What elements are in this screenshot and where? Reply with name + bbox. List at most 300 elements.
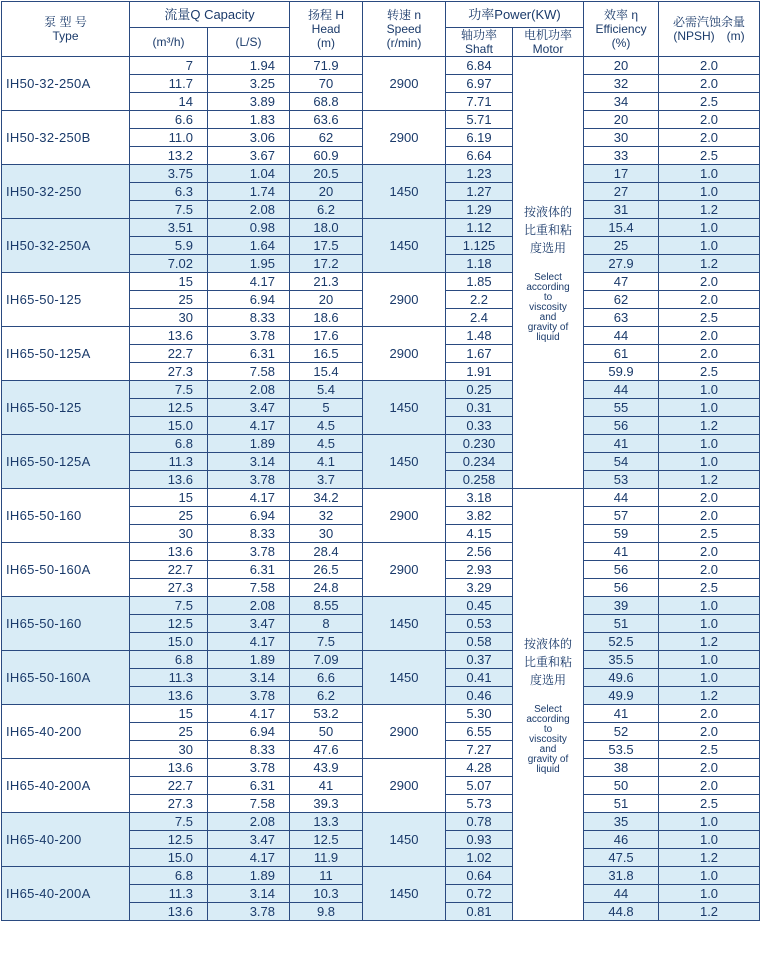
- npsh-value: 1.0: [659, 867, 760, 885]
- capacity-ls: 2.08: [208, 597, 290, 615]
- table-header: [2, 2, 760, 57]
- motor-note-cn: 按液体的比重和粘度选用: [523, 204, 572, 255]
- head-value: 4.5: [290, 417, 363, 435]
- table-row: [2, 327, 760, 345]
- speed-value: 2900: [363, 543, 446, 597]
- head-value: 26.5: [290, 561, 363, 579]
- capacity-m3h: 7.5: [130, 381, 208, 399]
- shaft-power: 0.234: [446, 453, 513, 471]
- motor-power-note: [513, 489, 584, 921]
- capacity-m3h: 13.6: [130, 759, 208, 777]
- npsh-value: 2.0: [659, 759, 760, 777]
- header-eff-unit: (%): [611, 36, 631, 50]
- efficiency-value: 32: [584, 75, 659, 93]
- efficiency-value: 59: [584, 525, 659, 543]
- capacity-m3h: 30: [130, 309, 208, 327]
- shaft-power: 0.46: [446, 687, 513, 705]
- npsh-value: 2.5: [659, 93, 760, 111]
- capacity-ls: 3.06: [208, 129, 290, 147]
- capacity-m3h: 25: [130, 291, 208, 309]
- head-value: 12.5: [290, 831, 363, 849]
- speed-value: 2900: [363, 489, 446, 543]
- pump-model: IH50-32-250A: [2, 219, 130, 273]
- speed-value: 2900: [363, 327, 446, 381]
- shaft-power: 0.230: [446, 435, 513, 453]
- efficiency-value: 47: [584, 273, 659, 291]
- capacity-m3h: 6.3: [130, 183, 208, 201]
- capacity-m3h: 7.5: [130, 813, 208, 831]
- motor-note-en: Select according to viscosity and gravity of liquid: [526, 703, 570, 775]
- capacity-ls: 4.17: [208, 849, 290, 867]
- capacity-m3h: 27.3: [130, 363, 208, 381]
- capacity-ls: 7.58: [208, 363, 290, 381]
- header-speed-unit: (r/min): [386, 36, 422, 50]
- efficiency-value: 38: [584, 759, 659, 777]
- capacity-m3h: 13.6: [130, 543, 208, 561]
- head-value: 15.4: [290, 363, 363, 381]
- capacity-m3h: 6.6: [130, 111, 208, 129]
- efficiency-value: 50: [584, 777, 659, 795]
- npsh-value: 1.0: [659, 237, 760, 255]
- shaft-power: 0.72: [446, 885, 513, 903]
- capacity-m3h: 13.6: [130, 327, 208, 345]
- capacity-ls: 1.94: [208, 57, 290, 75]
- table-row: [2, 489, 760, 507]
- head-value: 30: [290, 525, 363, 543]
- shaft-power: 6.97: [446, 75, 513, 93]
- npsh-value: 1.0: [659, 669, 760, 687]
- npsh-value: 1.2: [659, 201, 760, 219]
- head-value: 6.2: [290, 201, 363, 219]
- shaft-power: 6.19: [446, 129, 513, 147]
- efficiency-value: 56: [584, 561, 659, 579]
- capacity-m3h: 15.0: [130, 849, 208, 867]
- efficiency-value: 53: [584, 471, 659, 489]
- efficiency-value: 51: [584, 615, 659, 633]
- pump-model: IH50-32-250B: [2, 111, 130, 165]
- head-value: 3.7: [290, 471, 363, 489]
- head-value: 53.2: [290, 705, 363, 723]
- efficiency-value: 56: [584, 417, 659, 435]
- capacity-m3h: 15.0: [130, 417, 208, 435]
- shaft-power: 1.48: [446, 327, 513, 345]
- capacity-ls: 3.67: [208, 147, 290, 165]
- npsh-value: 1.0: [659, 399, 760, 417]
- capacity-ls: 1.83: [208, 111, 290, 129]
- shaft-power: 5.30: [446, 705, 513, 723]
- head-value: 17.2: [290, 255, 363, 273]
- capacity-ls: 3.14: [208, 885, 290, 903]
- capacity-ls: 1.89: [208, 867, 290, 885]
- npsh-value: 1.0: [659, 219, 760, 237]
- header-head-unit: (m): [317, 36, 335, 50]
- shaft-power: 1.125: [446, 237, 513, 255]
- capacity-ls: 7.58: [208, 795, 290, 813]
- speed-value: 1450: [363, 651, 446, 705]
- efficiency-value: 15.4: [584, 219, 659, 237]
- capacity-m3h: 22.7: [130, 777, 208, 795]
- capacity-m3h: 3.75: [130, 165, 208, 183]
- capacity-ls: 7.58: [208, 579, 290, 597]
- capacity-m3h: 15.0: [130, 633, 208, 651]
- capacity-m3h: 13.2: [130, 147, 208, 165]
- header-capacity-m3h: (m³/h): [130, 28, 208, 57]
- pump-model: IH50-32-250: [2, 165, 130, 219]
- header-speed-cn: 转速 n: [386, 8, 421, 22]
- capacity-m3h: 6.8: [130, 867, 208, 885]
- shaft-power: 0.53: [446, 615, 513, 633]
- head-value: 5.4: [290, 381, 363, 399]
- npsh-value: 1.0: [659, 885, 760, 903]
- shaft-power: 5.71: [446, 111, 513, 129]
- capacity-ls: 0.98: [208, 219, 290, 237]
- head-value: 20.5: [290, 165, 363, 183]
- capacity-m3h: 30: [130, 741, 208, 759]
- shaft-power: 0.58: [446, 633, 513, 651]
- capacity-m3h: 22.7: [130, 345, 208, 363]
- capacity-ls: 3.78: [208, 687, 290, 705]
- pump-performance-table: [1, 1, 760, 921]
- capacity-m3h: 5.9: [130, 237, 208, 255]
- capacity-ls: 1.95: [208, 255, 290, 273]
- shaft-power: 6.84: [446, 57, 513, 75]
- head-value: 34.2: [290, 489, 363, 507]
- shaft-power: 1.02: [446, 849, 513, 867]
- header-head-cn: 扬程 H: [307, 8, 344, 22]
- capacity-m3h: 13.6: [130, 471, 208, 489]
- capacity-m3h: 6.8: [130, 651, 208, 669]
- table-row: [2, 381, 760, 399]
- pump-model: IH65-40-200A: [2, 759, 130, 813]
- npsh-value: 1.0: [659, 453, 760, 471]
- head-value: 13.3: [290, 813, 363, 831]
- efficiency-value: 54: [584, 453, 659, 471]
- shaft-power: 0.41: [446, 669, 513, 687]
- npsh-value: 1.0: [659, 381, 760, 399]
- npsh-value: 1.0: [659, 615, 760, 633]
- capacity-m3h: 15: [130, 705, 208, 723]
- header-model-cn: 泵 型 号: [44, 15, 87, 29]
- head-value: 41: [290, 777, 363, 795]
- head-value: 32: [290, 507, 363, 525]
- npsh-value: 2.0: [659, 489, 760, 507]
- capacity-ls: 1.74: [208, 183, 290, 201]
- table-row: [2, 651, 760, 669]
- shaft-power: 1.23: [446, 165, 513, 183]
- shaft-power: 0.45: [446, 597, 513, 615]
- speed-value: 2900: [363, 111, 446, 165]
- capacity-ls: 3.47: [208, 615, 290, 633]
- capacity-ls: 3.14: [208, 453, 290, 471]
- capacity-ls: 3.25: [208, 75, 290, 93]
- npsh-value: 2.0: [659, 111, 760, 129]
- capacity-m3h: 7.5: [130, 201, 208, 219]
- npsh-value: 2.0: [659, 777, 760, 795]
- capacity-ls: 3.89: [208, 93, 290, 111]
- npsh-value: 2.0: [659, 543, 760, 561]
- head-value: 10.3: [290, 885, 363, 903]
- capacity-ls: 4.17: [208, 489, 290, 507]
- npsh-value: 2.0: [659, 75, 760, 93]
- capacity-ls: 6.31: [208, 561, 290, 579]
- efficiency-value: 25: [584, 237, 659, 255]
- shaft-power: 0.81: [446, 903, 513, 921]
- capacity-m3h: 12.5: [130, 615, 208, 633]
- shaft-power: 0.64: [446, 867, 513, 885]
- head-value: 60.9: [290, 147, 363, 165]
- header-speed-en: Speed: [386, 22, 422, 36]
- pump-model: IH65-50-125A: [2, 327, 130, 381]
- npsh-value: 1.0: [659, 597, 760, 615]
- efficiency-value: 20: [584, 111, 659, 129]
- npsh-value: 2.5: [659, 525, 760, 543]
- shaft-power: 2.2: [446, 291, 513, 309]
- npsh-value: 1.2: [659, 255, 760, 273]
- capacity-m3h: 6.8: [130, 435, 208, 453]
- head-value: 24.8: [290, 579, 363, 597]
- head-value: 5: [290, 399, 363, 417]
- shaft-power: 5.07: [446, 777, 513, 795]
- capacity-m3h: 15: [130, 273, 208, 291]
- table-row: [2, 867, 760, 885]
- capacity-m3h: 27.3: [130, 579, 208, 597]
- head-value: 63.6: [290, 111, 363, 129]
- header-npsh-en: (NPSH) (m): [673, 29, 745, 43]
- table-row: [2, 813, 760, 831]
- pump-model: IH50-32-250A: [2, 57, 130, 111]
- npsh-value: 2.5: [659, 147, 760, 165]
- pump-model: IH65-50-160: [2, 597, 130, 651]
- pump-model: IH65-50-125A: [2, 435, 130, 489]
- header-motor-cn: 电机功率: [524, 28, 573, 42]
- header-shaft-cn: 轴功率: [460, 28, 497, 42]
- header-eff-en: Efficiency: [595, 22, 647, 36]
- shaft-power: 1.18: [446, 255, 513, 273]
- capacity-ls: 3.78: [208, 543, 290, 561]
- table-row: [2, 705, 760, 723]
- capacity-ls: 8.33: [208, 741, 290, 759]
- efficiency-value: 52.5: [584, 633, 659, 651]
- head-value: 16.5: [290, 345, 363, 363]
- capacity-m3h: 3.51: [130, 219, 208, 237]
- shaft-power: 3.82: [446, 507, 513, 525]
- shaft-power: 3.29: [446, 579, 513, 597]
- npsh-value: 2.5: [659, 741, 760, 759]
- motor-note-en: Select according to viscosity and gravity of liquid: [526, 271, 570, 343]
- efficiency-value: 35.5: [584, 651, 659, 669]
- capacity-ls: 4.17: [208, 417, 290, 435]
- head-value: 47.6: [290, 741, 363, 759]
- capacity-ls: 3.78: [208, 327, 290, 345]
- capacity-ls: 8.33: [208, 309, 290, 327]
- efficiency-value: 44: [584, 489, 659, 507]
- capacity-m3h: 12.5: [130, 399, 208, 417]
- header-head-en: Head: [311, 22, 341, 36]
- capacity-ls: 2.08: [208, 813, 290, 831]
- npsh-value: 1.0: [659, 165, 760, 183]
- head-value: 18.6: [290, 309, 363, 327]
- speed-value: 1450: [363, 813, 446, 867]
- table-body: [2, 57, 760, 921]
- efficiency-value: 34: [584, 93, 659, 111]
- header-capacity: 流量Q Capacity: [130, 2, 290, 28]
- head-value: 70: [290, 75, 363, 93]
- efficiency-value: 31: [584, 201, 659, 219]
- capacity-ls: 4.17: [208, 633, 290, 651]
- npsh-value: 2.5: [659, 579, 760, 597]
- npsh-value: 2.5: [659, 795, 760, 813]
- efficiency-value: 49.6: [584, 669, 659, 687]
- npsh-value: 1.2: [659, 633, 760, 651]
- capacity-ls: 6.94: [208, 723, 290, 741]
- head-value: 8: [290, 615, 363, 633]
- efficiency-value: 44: [584, 381, 659, 399]
- capacity-ls: 4.17: [208, 273, 290, 291]
- head-value: 20: [290, 183, 363, 201]
- npsh-value: 1.0: [659, 813, 760, 831]
- shaft-power: 5.73: [446, 795, 513, 813]
- capacity-ls: 6.31: [208, 345, 290, 363]
- capacity-ls: 6.31: [208, 777, 290, 795]
- capacity-m3h: 11.7: [130, 75, 208, 93]
- efficiency-value: 61: [584, 345, 659, 363]
- shaft-power: 1.12: [446, 219, 513, 237]
- efficiency-value: 44.8: [584, 903, 659, 921]
- capacity-ls: 2.08: [208, 201, 290, 219]
- shaft-power: 0.37: [446, 651, 513, 669]
- npsh-value: 2.0: [659, 345, 760, 363]
- shaft-power: 1.29: [446, 201, 513, 219]
- npsh-value: 1.2: [659, 903, 760, 921]
- capacity-ls: 1.89: [208, 651, 290, 669]
- head-value: 71.9: [290, 57, 363, 75]
- table-row: [2, 111, 760, 129]
- table-row: [2, 435, 760, 453]
- table-row: [2, 273, 760, 291]
- npsh-value: 2.0: [659, 507, 760, 525]
- head-value: 18.0: [290, 219, 363, 237]
- npsh-value: 1.2: [659, 849, 760, 867]
- head-value: 6.6: [290, 669, 363, 687]
- header-efficiency: [584, 2, 659, 57]
- header-capacity-ls: (L/S): [208, 28, 290, 57]
- efficiency-value: 52: [584, 723, 659, 741]
- npsh-value: 1.2: [659, 417, 760, 435]
- capacity-m3h: 22.7: [130, 561, 208, 579]
- shaft-power: 0.33: [446, 417, 513, 435]
- shaft-power: 4.15: [446, 525, 513, 543]
- capacity-ls: 6.94: [208, 291, 290, 309]
- head-value: 7.5: [290, 633, 363, 651]
- shaft-power: 0.78: [446, 813, 513, 831]
- shaft-power: 0.93: [446, 831, 513, 849]
- head-value: 7.09: [290, 651, 363, 669]
- efficiency-value: 27.9: [584, 255, 659, 273]
- npsh-value: 2.5: [659, 363, 760, 381]
- head-value: 17.6: [290, 327, 363, 345]
- header-shaft-en: Shaft: [464, 42, 494, 56]
- efficiency-value: 47.5: [584, 849, 659, 867]
- shaft-power: 4.28: [446, 759, 513, 777]
- efficiency-value: 62: [584, 291, 659, 309]
- shaft-power: 2.56: [446, 543, 513, 561]
- pump-model: IH65-50-125: [2, 381, 130, 435]
- pump-model: IH65-40-200: [2, 813, 130, 867]
- npsh-value: 1.0: [659, 651, 760, 669]
- head-value: 21.3: [290, 273, 363, 291]
- capacity-m3h: 7.02: [130, 255, 208, 273]
- head-value: 62: [290, 129, 363, 147]
- shaft-power: 0.25: [446, 381, 513, 399]
- capacity-m3h: 13.6: [130, 903, 208, 921]
- speed-value: 2900: [363, 705, 446, 759]
- capacity-ls: 8.33: [208, 525, 290, 543]
- capacity-m3h: 25: [130, 507, 208, 525]
- head-value: 9.8: [290, 903, 363, 921]
- capacity-m3h: 7: [130, 57, 208, 75]
- capacity-m3h: 11.3: [130, 453, 208, 471]
- head-value: 8.55: [290, 597, 363, 615]
- npsh-value: 1.2: [659, 687, 760, 705]
- efficiency-value: 33: [584, 147, 659, 165]
- head-value: 4.5: [290, 435, 363, 453]
- header-shaft-power: [446, 28, 513, 57]
- capacity-ls: 6.94: [208, 507, 290, 525]
- header-npsh: [659, 2, 760, 57]
- efficiency-value: 56: [584, 579, 659, 597]
- header-motor-power: [513, 28, 584, 57]
- efficiency-value: 53.5: [584, 741, 659, 759]
- head-value: 43.9: [290, 759, 363, 777]
- shaft-power: 7.71: [446, 93, 513, 111]
- pump-model: IH65-50-160: [2, 489, 130, 543]
- head-value: 11.9: [290, 849, 363, 867]
- header-npsh-cn: 必需汽蚀余量: [673, 15, 746, 29]
- head-value: 11: [290, 867, 363, 885]
- efficiency-value: 39: [584, 597, 659, 615]
- header-model-en: Type: [52, 29, 79, 43]
- header-power: 功率Power(KW): [446, 2, 584, 28]
- capacity-m3h: 15: [130, 489, 208, 507]
- shaft-power: 0.31: [446, 399, 513, 417]
- head-value: 68.8: [290, 93, 363, 111]
- npsh-value: 2.0: [659, 561, 760, 579]
- capacity-m3h: 11.3: [130, 669, 208, 687]
- npsh-value: 2.0: [659, 705, 760, 723]
- efficiency-value: 57: [584, 507, 659, 525]
- npsh-value: 1.0: [659, 435, 760, 453]
- npsh-value: 2.5: [659, 309, 760, 327]
- header-speed: [363, 2, 446, 57]
- efficiency-value: 31.8: [584, 867, 659, 885]
- pump-model: IH65-50-160A: [2, 543, 130, 597]
- shaft-power: 6.55: [446, 723, 513, 741]
- capacity-m3h: 7.5: [130, 597, 208, 615]
- capacity-ls: 4.17: [208, 705, 290, 723]
- npsh-value: 2.0: [659, 327, 760, 345]
- speed-value: 2900: [363, 57, 446, 111]
- capacity-m3h: 14: [130, 93, 208, 111]
- table-row: [2, 57, 760, 75]
- efficiency-value: 41: [584, 543, 659, 561]
- efficiency-value: 30: [584, 129, 659, 147]
- speed-value: 2900: [363, 273, 446, 327]
- capacity-ls: 1.64: [208, 237, 290, 255]
- shaft-power: 2.93: [446, 561, 513, 579]
- npsh-value: 2.0: [659, 129, 760, 147]
- efficiency-value: 49.9: [584, 687, 659, 705]
- npsh-value: 2.0: [659, 57, 760, 75]
